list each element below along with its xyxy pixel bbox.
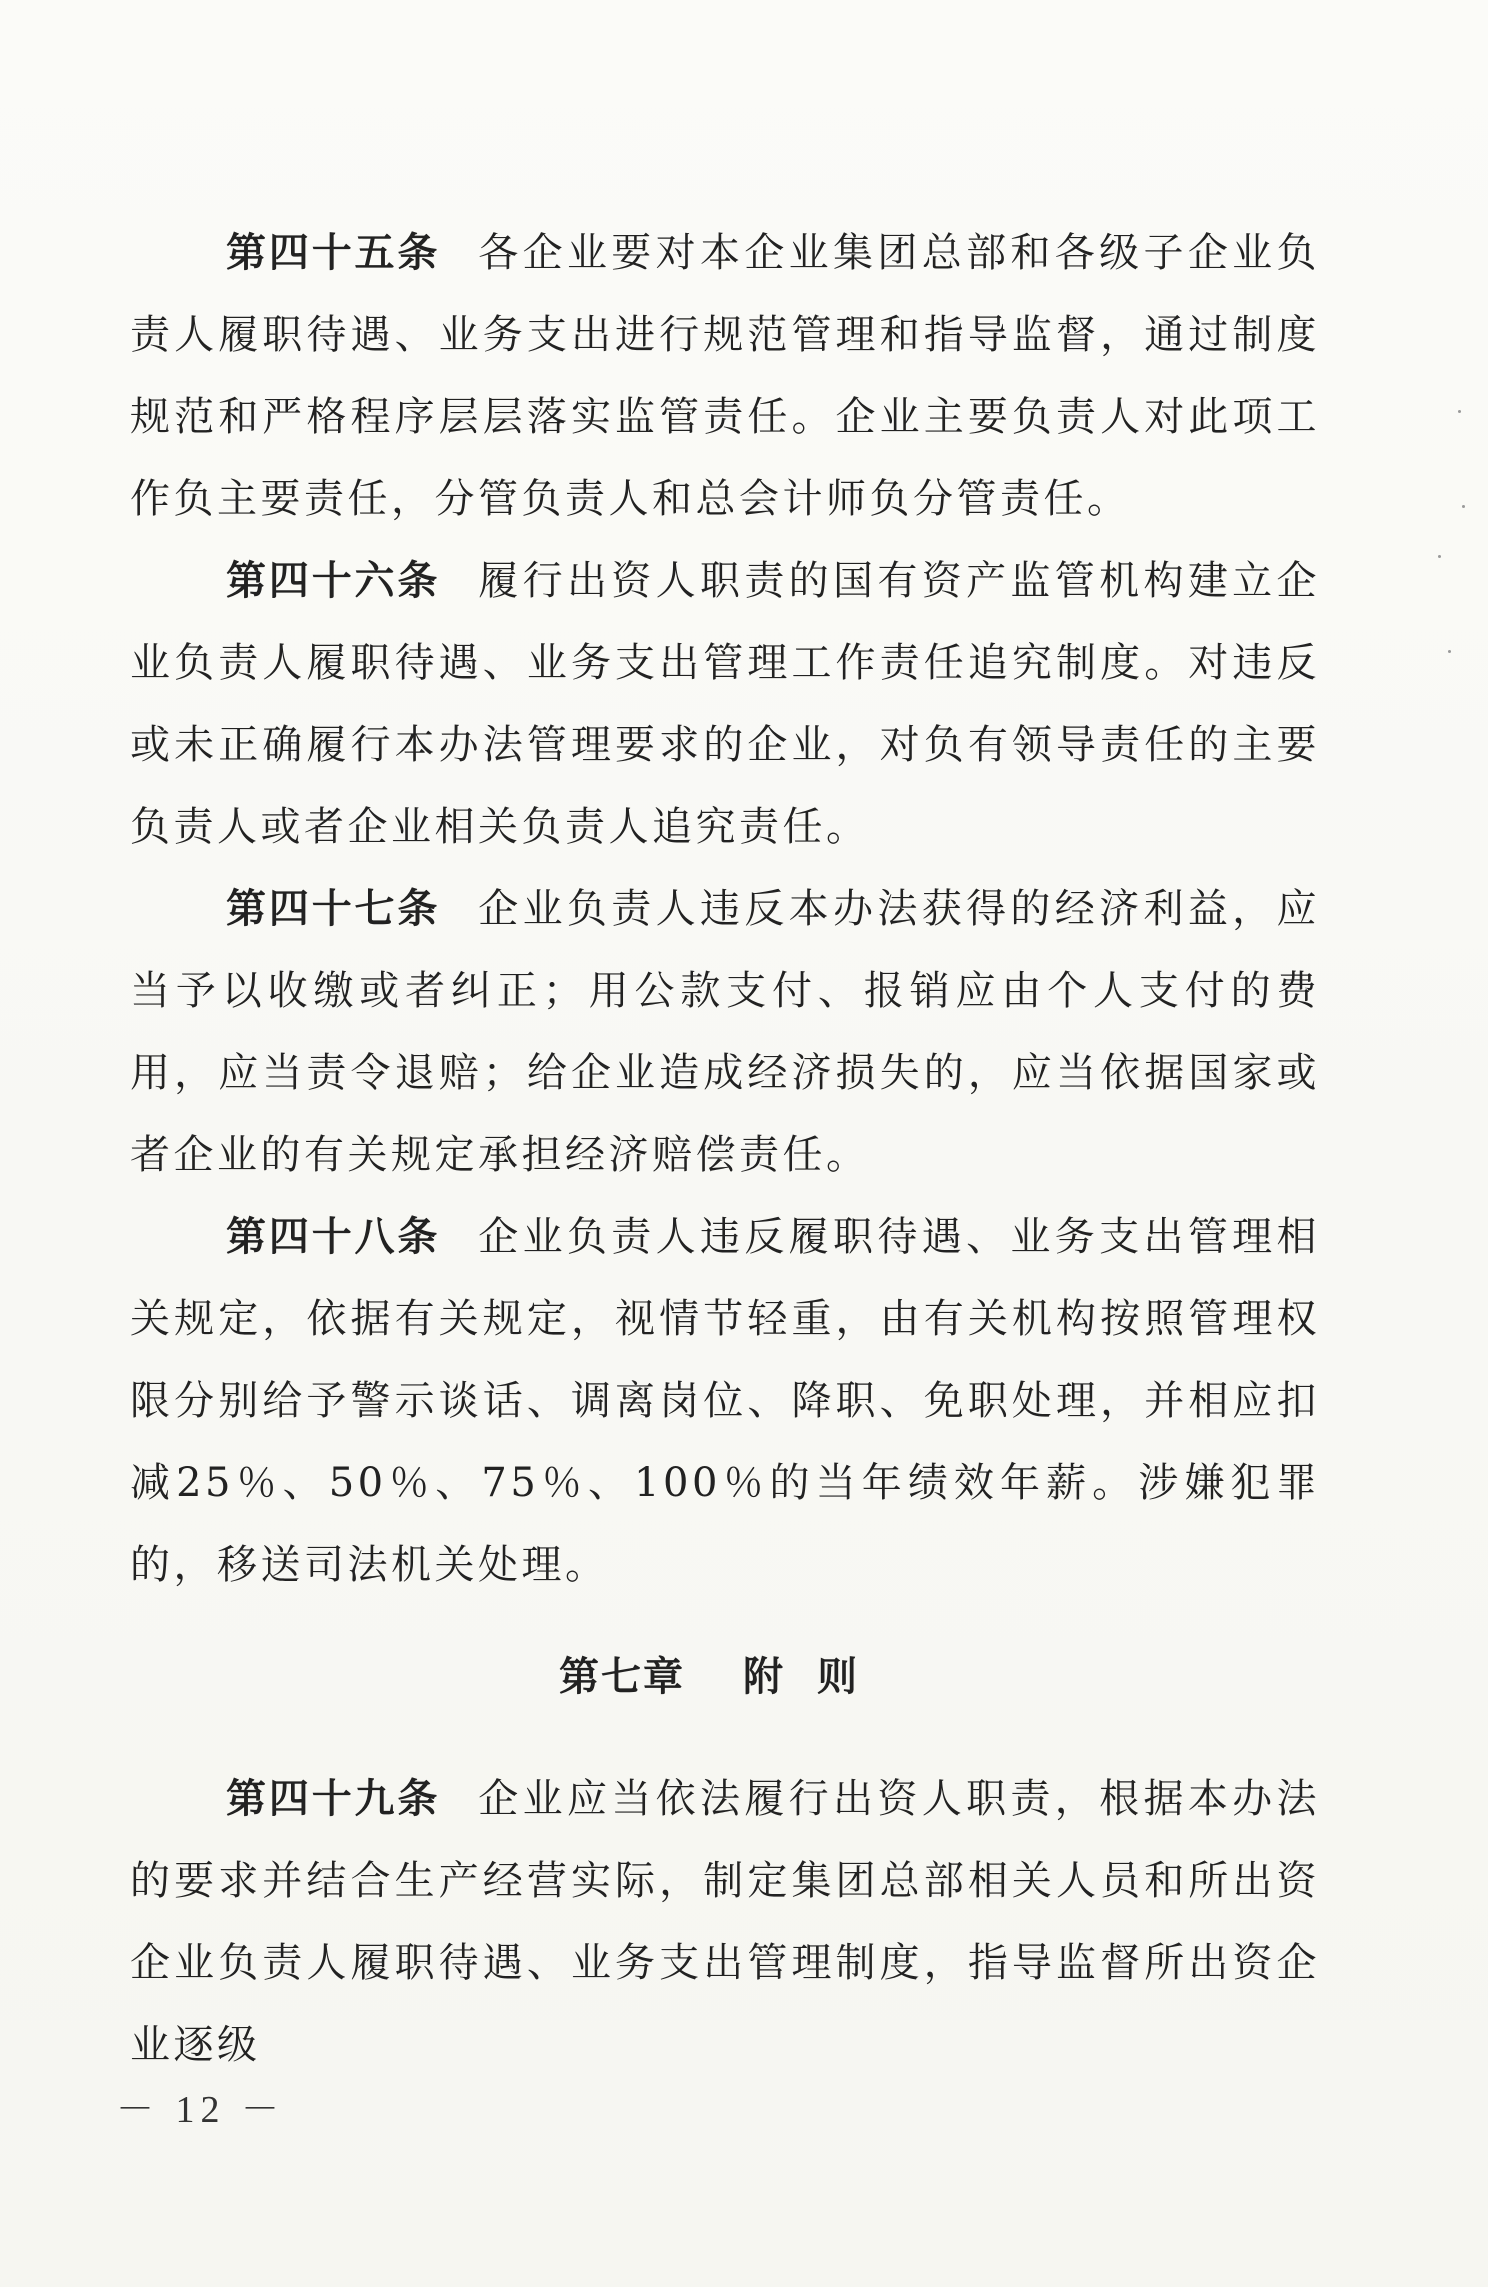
scan-speck: [1458, 410, 1461, 413]
article-46: [130, 540, 1320, 868]
chapter-title: 附则: [743, 1654, 891, 1700]
article-number: 第四十五条: [226, 230, 441, 276]
article-number: 第四十六条: [226, 558, 441, 604]
document-body: [130, 212, 1320, 2086]
article-number: 第四十七条: [226, 886, 441, 932]
article-text: 企业应当依法履行出资人职责，根据本办法的要求并结合生产经营实际，制定集团总部相关人员和所出资企业负责人履职待遇、业务支出管理制度，指导监督所出资企业逐级: [130, 1776, 1321, 2068]
scan-speck: [1438, 555, 1441, 558]
page-number: － 12 －: [116, 2089, 286, 2131]
article-text: 履行出资人职责的国有资产监管机构建立企业负责人履职待遇、业务支出管理工作责任追究制度。对违反或未正确履行本办法管理要求的企业，对负有领导责任的主要负责人或者企业相关负责人追究责任。: [130, 558, 1321, 850]
article-48: [130, 1196, 1320, 1606]
article-text: 企业负责人违反履职待遇、业务支出管理相关规定，依据有关规定，视情节轻重，由有关机构按照管理权限分别给予警示谈话、调离岗位、降职、免职处理，并相应扣减25％、50％、75％、100％的当年绩效年薪。涉嫌犯罪的，移送司法机关处理。: [130, 1214, 1321, 1588]
chapter-number: 第七章: [559, 1654, 685, 1700]
scan-speck: [1448, 650, 1451, 653]
article-47: [130, 868, 1320, 1196]
article-text: 各企业要对本企业集团总部和各级子企业负责人履职待遇、业务支出进行规范管理和指导监督，通过制度规范和严格程序层层落实监管责任。企业主要负责人对此项工作负主要责任，分管负责人和总会计师负分管责任。: [130, 230, 1321, 522]
article-45: [130, 212, 1320, 540]
article-number: 第四十九条: [226, 1776, 441, 1822]
article-number: 第四十八条: [226, 1214, 441, 1260]
article-49: [130, 1758, 1320, 2086]
scan-speck: [1462, 505, 1465, 508]
article-text: 企业负责人违反本办法获得的经济利益，应当予以收缴或者纠正；用公款支付、报销应由个人支付的费用，应当责令退赔；给企业造成经济损失的，应当依据国家或者企业的有关规定承担经济赔偿责任。: [130, 886, 1321, 1178]
chapter-heading: [130, 1642, 1320, 1712]
